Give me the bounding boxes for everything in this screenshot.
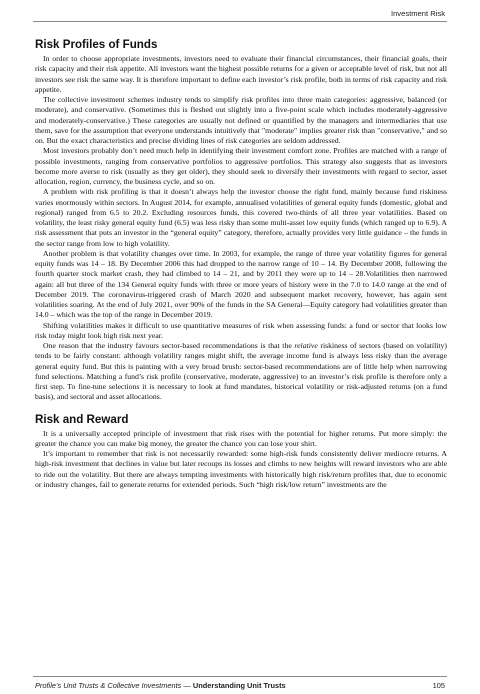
- body-paragraph: One reason that the industry favours sector-based recommendations is that the relative riskiness of sectors (based on volatility) tends to be fairly constant: although volatility ranges might shift, the average income fund is always less risky than the average general equity fund. But this is painting with a very broad brush: sector-based recommendations are of little help when narrowing fund selections. Matching a fund’s risk profile (conservative, moderate, aggressive) to an investor’s risk profile is therefore only a first step. To fine-tune selections it is necessary to look at fund mandates, historical volatility or risk-adjusted returns (on a fund basis), and sectoral and asset allocations.: [35, 341, 447, 402]
- page-number: 105: [432, 681, 445, 690]
- footer-rule: [33, 676, 447, 677]
- body-paragraph: It is a universally accepted principle of investment that risk rises with the potential for higher returns. Put more simply: the greater the chance you can make big money, the greater the chance you can lose your shirt.: [35, 428, 447, 448]
- footer-publication: Profile’s Unit Trusts & Collective Investments: [35, 681, 182, 690]
- body-paragraph: A problem with risk profiling is that it doesn’t always help the investor choose the right fund, mainly because fund riskiness varies enormously within sectors. In August 2014, for example, annualised volatilities of general equity funds (domestic, global and regional) ranged from 6.5 to 20.2. Excluding resources funds, this covered two-thirds of all three year volatilities. Based on volatility, the least risky general equity fund (6.5) was less risky than some multi-asset low equity funds (which ranged up to 6.9). A risk assessment that puts an investor in the “general equity” category, therefore, actually provides very little guidance – the funds in the sector range from low to high volatility.: [35, 187, 447, 248]
- footer-citation: [35, 681, 286, 690]
- body-paragraph: In order to choose appropriate investments, investors need to evaluate their financial circumstances, their financial goals, their risk capacity and their risk appetite. All investors want the highest possible returns for a given or acceptable level of risk, but not all investors see risk the same way. It is therefore important to define each investor’s risk profile, both in terms of risk capacity and risk appetite.: [35, 54, 447, 94]
- footer-book-title: Understanding Unit Trusts: [192, 681, 286, 690]
- footer-separator: —: [181, 681, 193, 690]
- emphasis-relative: relative: [294, 341, 318, 350]
- body-paragraph: Another problem is that volatility changes over time. In 2003, for example, the range of three year volatility figures for general equity funds was 14 – 18. By December 2006 this had dropped to the narrow range of 10 – 14. By December 2008, following the fourth quarter stock market crash, they had climbed to 14 – 21, and by 2011 they were up to 14 – 28.Volatilities then narrowed again: all but three of the 134 General equity funds with three or more years of history were in the 7.0 to 14.0 range at the end of December 2019. The coronavirus-triggered crash of March 2020 and subsequent market recovery, however, has again sent volatilities soaring. At the end of July 2021, over 90% of the funds in the SA General—Equity category had volatilities greater than 14.0 – which was the top of the range in December 2019.: [35, 248, 447, 320]
- body-paragraph: Most investors probably don’t need much help in identifying their investment comfort zone. Profiles are matched with a range of possible investments, ranging from conservative portfolios to aggressive portfolios. This strategy also suggests that as investors become more averse to risk (usually as they get older), they should seek to diversify their investments with regard to sector, asset allocation, region, currency, the business cycle, and so on.: [35, 146, 447, 186]
- body-paragraph: The collective investment schemes industry tends to simplify risk profiles into three main categories: aggressive, balanced (or moderate), and conservative. (Sometimes this is fleshed out slightly into a five-point scale which includes moderately-aggressive and moderately-conservative.) These categories are usually not defined or quantified by the managers and intermediaries that use them, save for the assumption that everyone understands intuitively that "moderate" implies greater risk than "conservative," and so on. But the exact characteristics and precise dividing lines of risk categories are seldom addressed.: [35, 95, 447, 145]
- header-rule: [33, 21, 447, 22]
- running-header: Investment Risk: [390, 9, 445, 18]
- section-heading-risk-profiles: Risk Profiles of Funds: [35, 38, 158, 51]
- body-paragraph: It’s important to remember that risk is not necessarily rewarded: some high-risk funds consistently deliver mediocre returns. A high-risk investment that declines in value but later recoups its losses and climbs to new heights will reward investors who are able to ride out the volatility. But there are always tempting investments with historically high risk/return profiles that, due to economic or industry changes, fail to generate returns for extended periods. Such “high risk/low return” investments are the: [35, 449, 447, 489]
- body-paragraph: Shifting volatilities makes it difficult to use quantitative measures of risk when assessing funds: a fund or sector that looks low risk today might look high risk next year.: [35, 320, 447, 340]
- page-body: [35, 28, 447, 490]
- section-heading-risk-and-reward: Risk and Reward: [35, 412, 129, 426]
